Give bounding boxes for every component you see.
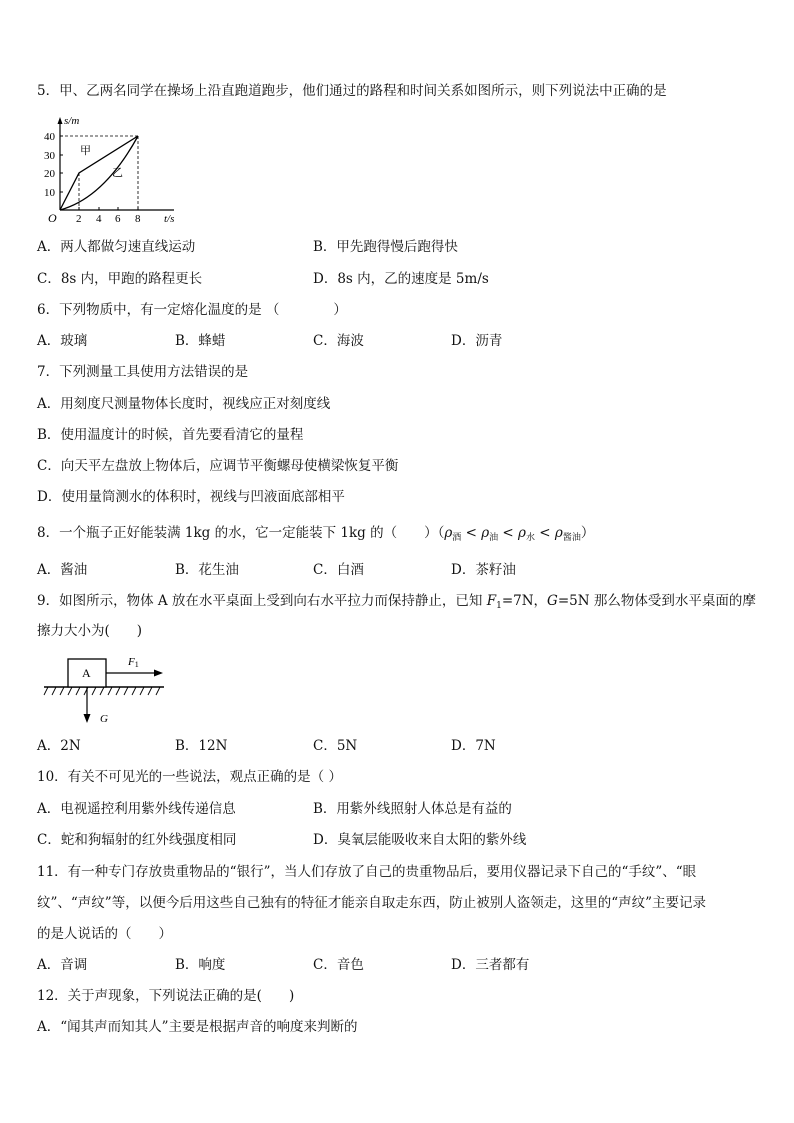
xtick-2: 2 [76, 213, 82, 225]
graph-origin: O [48, 211, 57, 225]
q5-option-c: C．8s 内，甲跑的路程更长 [37, 271, 203, 287]
graph-xlabel: t/s [164, 213, 175, 225]
q7-option-d: D．使用量筒测水的体积时，视线与凹液面底部相平 [37, 489, 345, 505]
q7-option-a: A．用刻度尺测量物体长度时，视线应正对刻度线 [37, 396, 331, 412]
block-a-label: A [82, 666, 91, 680]
xtick-8: 8 [135, 213, 141, 225]
q5-stem: 5．甲、乙两名同学在操场上沿直跑道跑步，他们通过的路程和时间关系如图所示，则下列说法中正确的是 [37, 83, 667, 99]
q10-stem: 10．有关不可见光的一些说法，观点正确的是（ ） [37, 769, 342, 785]
q11-stem-line3: 的是人说话的（ ） [37, 926, 172, 942]
force-f1-label: F1 [128, 656, 139, 669]
q8-option-b: B．花生油 [175, 562, 239, 578]
q10-option-b: B．用紫外线照射人体总是有益的 [313, 801, 512, 817]
label-jia: 甲 [80, 145, 91, 157]
q6-stem: 6．下列物质中，有一定熔化温度的是 （ ） [37, 302, 347, 318]
gravity-g-label: G [100, 713, 108, 724]
q5-option-b: B．甲先跑得慢后跑得快 [313, 239, 458, 255]
q11-stem-line1: 11．有一种专门存放贵重物品的“银行”，当人们存放了自己的贵重物品后，要用仪器记录下自己的“手纹”、“眼 [37, 864, 697, 880]
q7-stem: 7．下列测量工具使用方法错误的是 [37, 364, 249, 380]
q6-option-d: D．沥青 [451, 333, 503, 349]
q6-option-a: A．玻璃 [37, 333, 88, 349]
q8-option-a: A．酱油 [37, 562, 88, 578]
q6-option-b: B．蜂蜡 [175, 333, 226, 349]
graph-ylabel: s/m [64, 115, 80, 127]
ytick-10: 10 [44, 187, 55, 199]
q5-option-a: A．两人都做匀速直线运动 [37, 239, 196, 255]
q8-option-c: C．白酒 [313, 562, 364, 578]
q8-stem: 8．一个瓶子正好能装满 1kg 的水，它一定能装下 1kg 的（ ）$(\rho_酒 < \rho_油 < \rho_水 < \rho_{酱油})$ [37, 525, 595, 543]
q10-option-d: D．臭氧层能吸收来自太阳的紫外线 [313, 832, 527, 848]
q9-option-d: D．7N [451, 738, 496, 754]
curve-jia [60, 136, 138, 210]
q10-option-a: A．电视遥控利用紫外线传递信息 [37, 801, 236, 817]
q11-option-d: D．三者都有 [451, 957, 530, 973]
xtick-4: 4 [96, 213, 102, 225]
q9-stem-line2: 擦力大小为( ) [37, 623, 143, 639]
curve-yi [60, 136, 138, 210]
q11-stem-line2: 纹”、“声纹”等，以便今后用这些自己独有的特征才能亲自取走东西，防止被别人盗领走，这里的“声纹”主要记录 [37, 895, 707, 911]
ytick-20: 20 [44, 168, 55, 180]
q10-option-c: C．蛇和狗辐射的红外线强度相同 [37, 832, 237, 848]
q8-option-d: D．茶籽油 [451, 562, 516, 578]
q7-option-b: B．使用温度计的时候，首先要看清它的量程 [37, 427, 304, 443]
q9-stem-line1: 9．如图所示，物体 A 放在水平桌面上受到向右水平拉力而保持静止，已知 $F_1=7N$，G=5N 那么物体受到水平桌面的摩 [37, 593, 756, 611]
q11-option-b: B．响度 [175, 957, 226, 973]
q12-stem: 12．关于声现象，下列说法正确的是( ) [37, 988, 295, 1004]
ytick-40: 40 [44, 131, 55, 143]
q9-option-c: C．5N [313, 738, 358, 754]
q5-option-d: D．8s 内，乙的速度是 5m/s [313, 271, 489, 287]
q9-figure [42, 654, 172, 724]
q9-option-a: A．2N [37, 738, 81, 754]
q11-option-c: C．音色 [313, 957, 364, 973]
q12-option-a: A．“闻其声而知其人”主要是根据声音的响度来判断的 [37, 1019, 358, 1035]
xtick-6: 6 [115, 213, 121, 225]
q5-graph [42, 114, 192, 226]
q9-option-b: B．12N [175, 738, 228, 754]
q7-option-c: C．向天平左盘放上物体后，应调节平衡螺母使横梁恢复平衡 [37, 458, 399, 474]
q6-option-c: C．海波 [313, 333, 364, 349]
label-yi: 乙 [112, 167, 123, 179]
ytick-30: 30 [44, 150, 55, 162]
q11-option-a: A．音调 [37, 957, 88, 973]
